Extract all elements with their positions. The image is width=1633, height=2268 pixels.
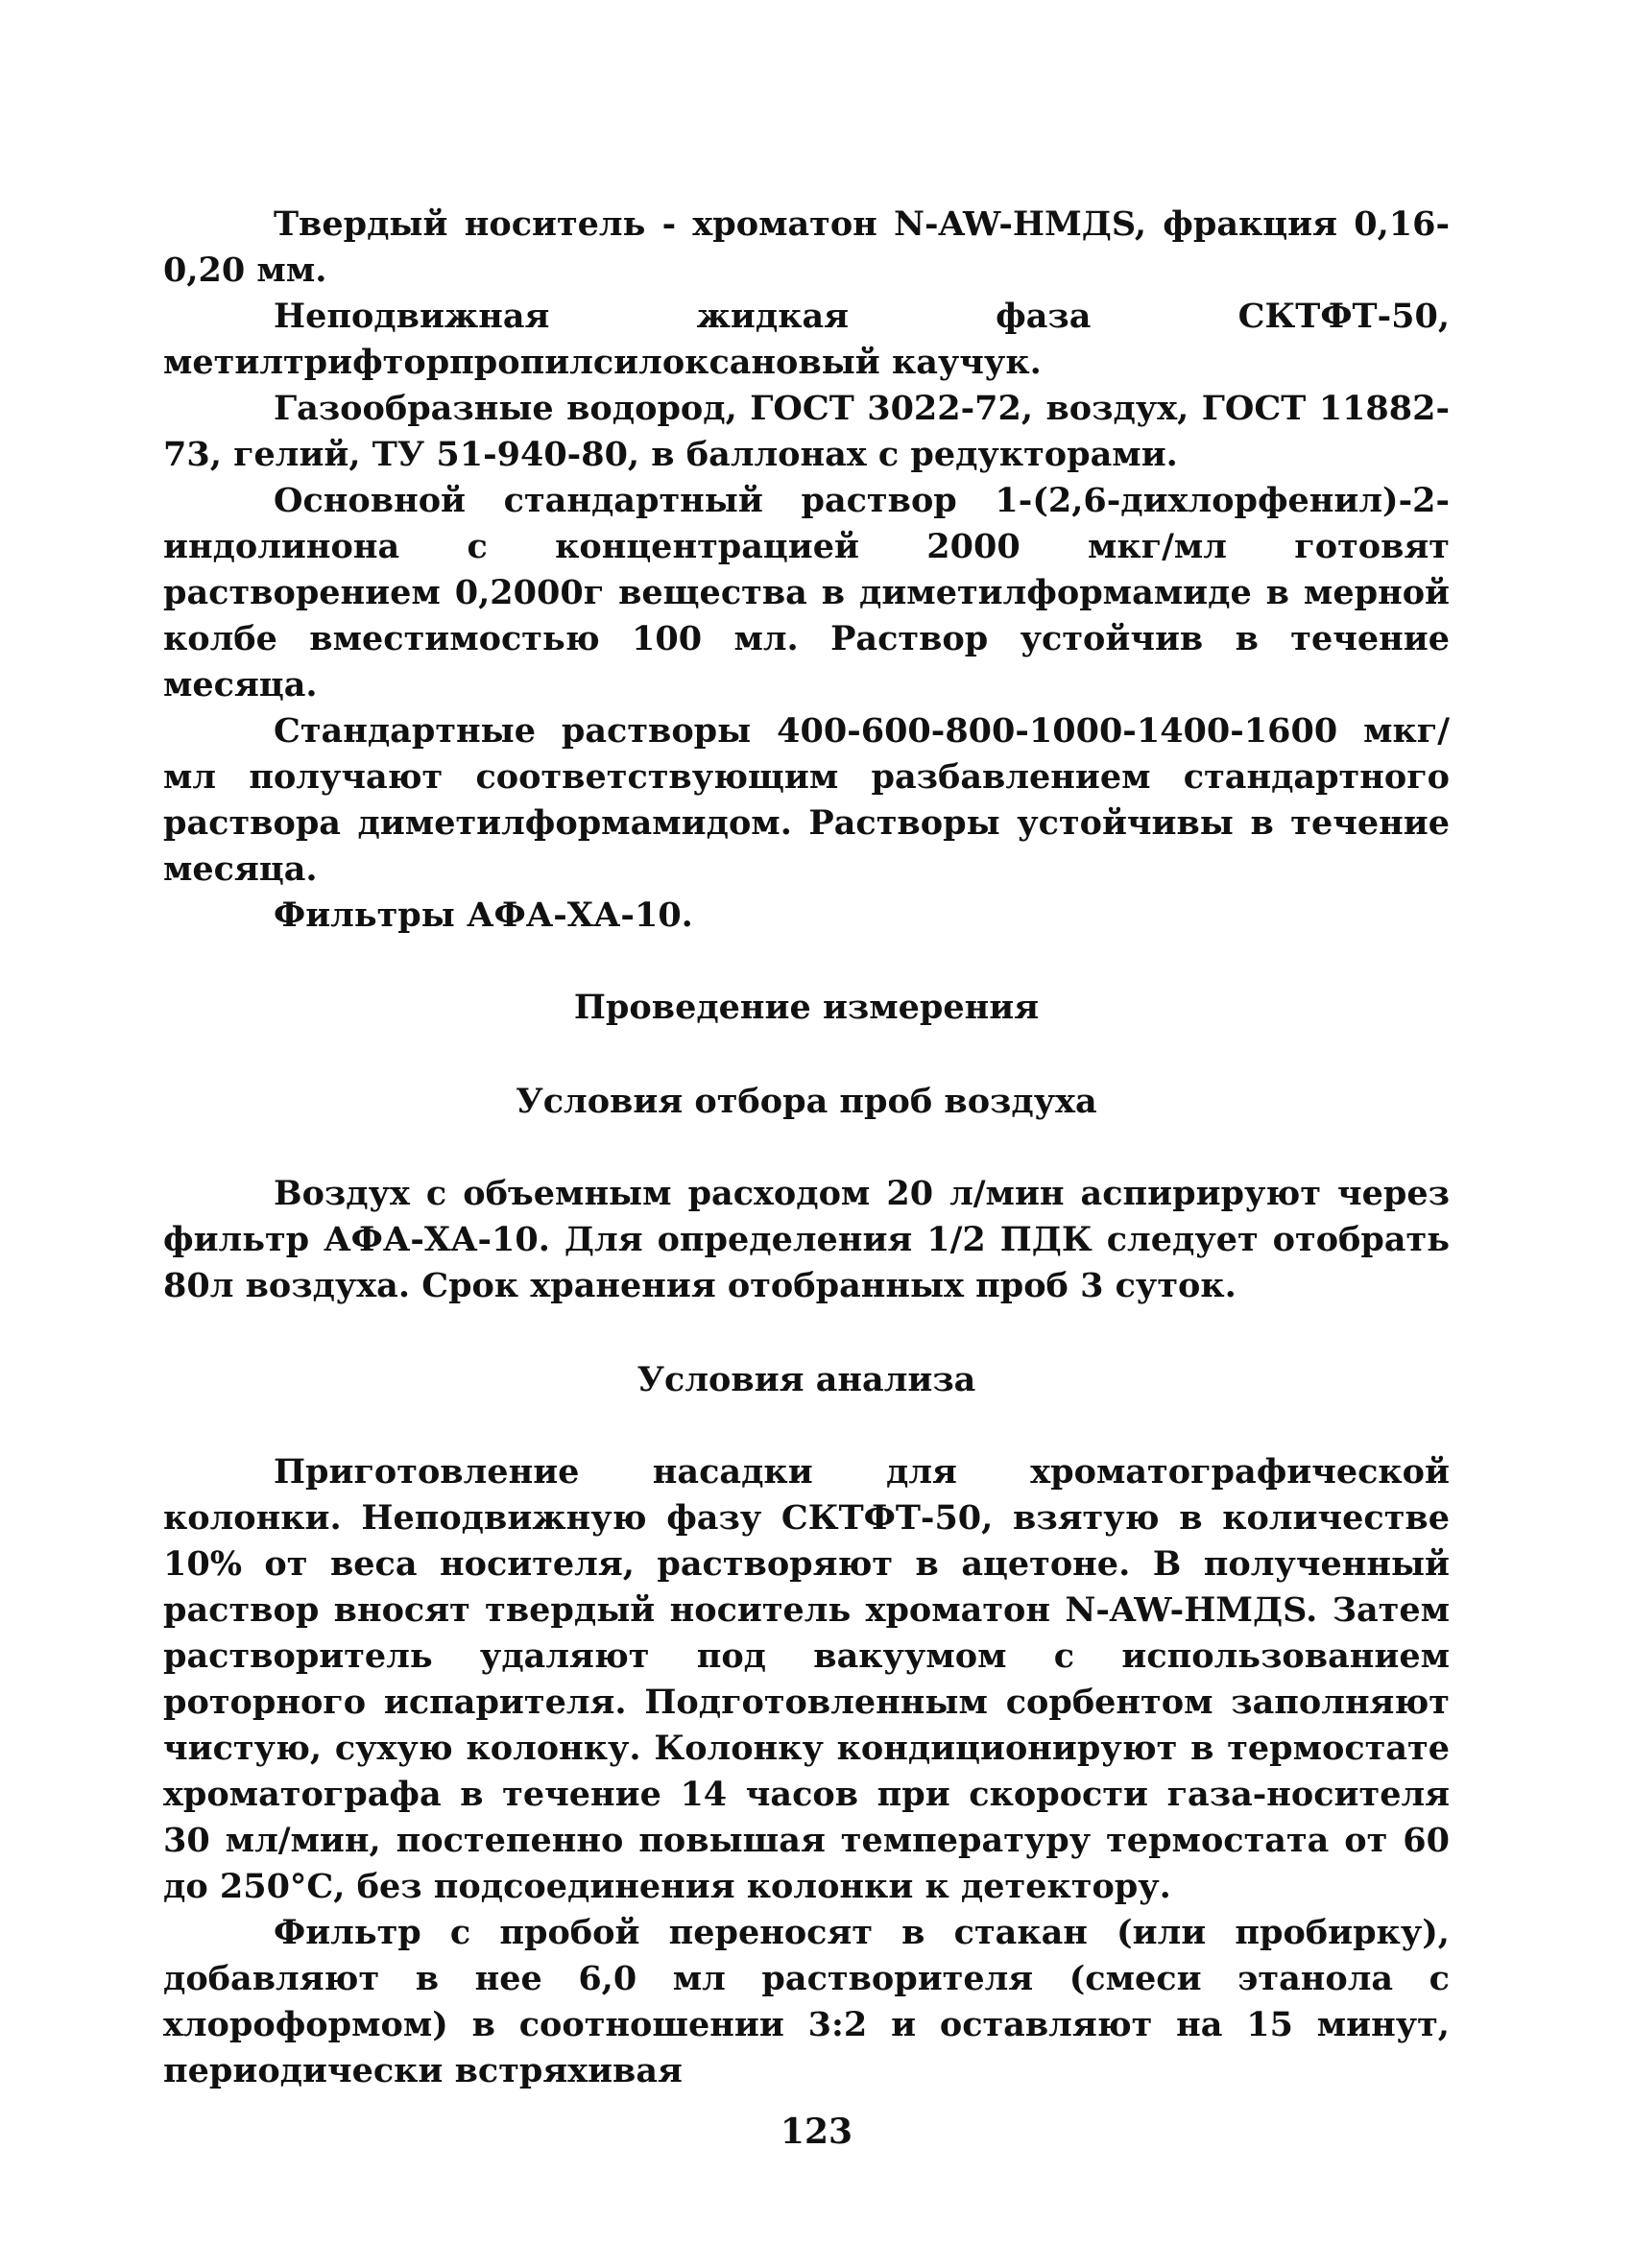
paragraph-gases: Газообразные водород, ГОСТ 3022-72, воздух, ГОСТ 11882-73, гелий, ТУ 51-940-80, в баллонах с редукторами. (163, 389, 1450, 474)
section-heading-sampling: Условия отбора проб воздуха (516, 1082, 1097, 1121)
section-heading-analysis: Условия анализа (636, 1360, 976, 1399)
paragraph-solid-carrier: Твердый носитель - хроматон N-AW-HMДS, фракция 0,16-0,20 мм. (163, 204, 1450, 290)
paragraph-column-preparation: Приготовление насадки для хроматографической колонки. Неподвижную фазу СКТФТ-50, взятую в количестве 10% от веса носителя, растворяют в ацетоне. В полученный раствор вносят твердый носитель хроматон N-AW-HMДS. Затем растворитель удаляют под вакуумом с использованием роторного испарителя. Подготовленным сорбентом заполняют чистую, сухую колонку. Колонку кондиционируют в термостате хроматографа в течение 14 часов при скорости газа-носителя 30 мл/мин, постепенно повышая температуру термостата от 60 до 250°С, без подсоединения колонки к детектору. (163, 1452, 1450, 1906)
paragraph-standard-solutions: Стандартные растворы 400-600-800-1000-1400-1600 мкг/мл получают соответствующим разбавлением стандартного раствора диметилформамидом. Растворы устойчивы в течение месяца. (163, 711, 1450, 889)
section-heading-measurement: Проведение измерения (573, 988, 1040, 1027)
paragraph-sampling-conditions: Воздух с объемным расходом 20 л/мин аспирируют через фильтр АФА-ХА-10. Для определения 1/2 ПДК следует отобрать 80л воздуха. Срок хранения отобранных проб 3 суток. (163, 1174, 1450, 1305)
paragraph-stationary-phase: Неподвижная жидкая фаза СКТФТ-50, метилтрифторпропилсилоксановый каучук. (163, 297, 1450, 382)
document-page (163, 202, 1450, 2094)
paragraph-sample-extraction: Фильтр с пробой переносят в стакан (или пробирку), добавляют в нее 6,0 мл растворителя (смеси этанола с хлороформом) в соотношении 3:2 и оставляют на 15 минут, периодически встряхивая (163, 1913, 1450, 2090)
paragraph-stock-solution: Основной стандартный раствор 1-(2,6-дихлорфенил)-2-индолинона с концентрацией 2000 мкг/мл готовят растворением 0,2000г вещества в диметилформамиде в мерной колбе вместимостью 100 мл. Раствор устойчив в течение месяца. (163, 481, 1450, 704)
paragraph-filters: Фильтры АФА-ХА-10. (274, 895, 693, 935)
page-number: 123 (780, 2112, 853, 2152)
